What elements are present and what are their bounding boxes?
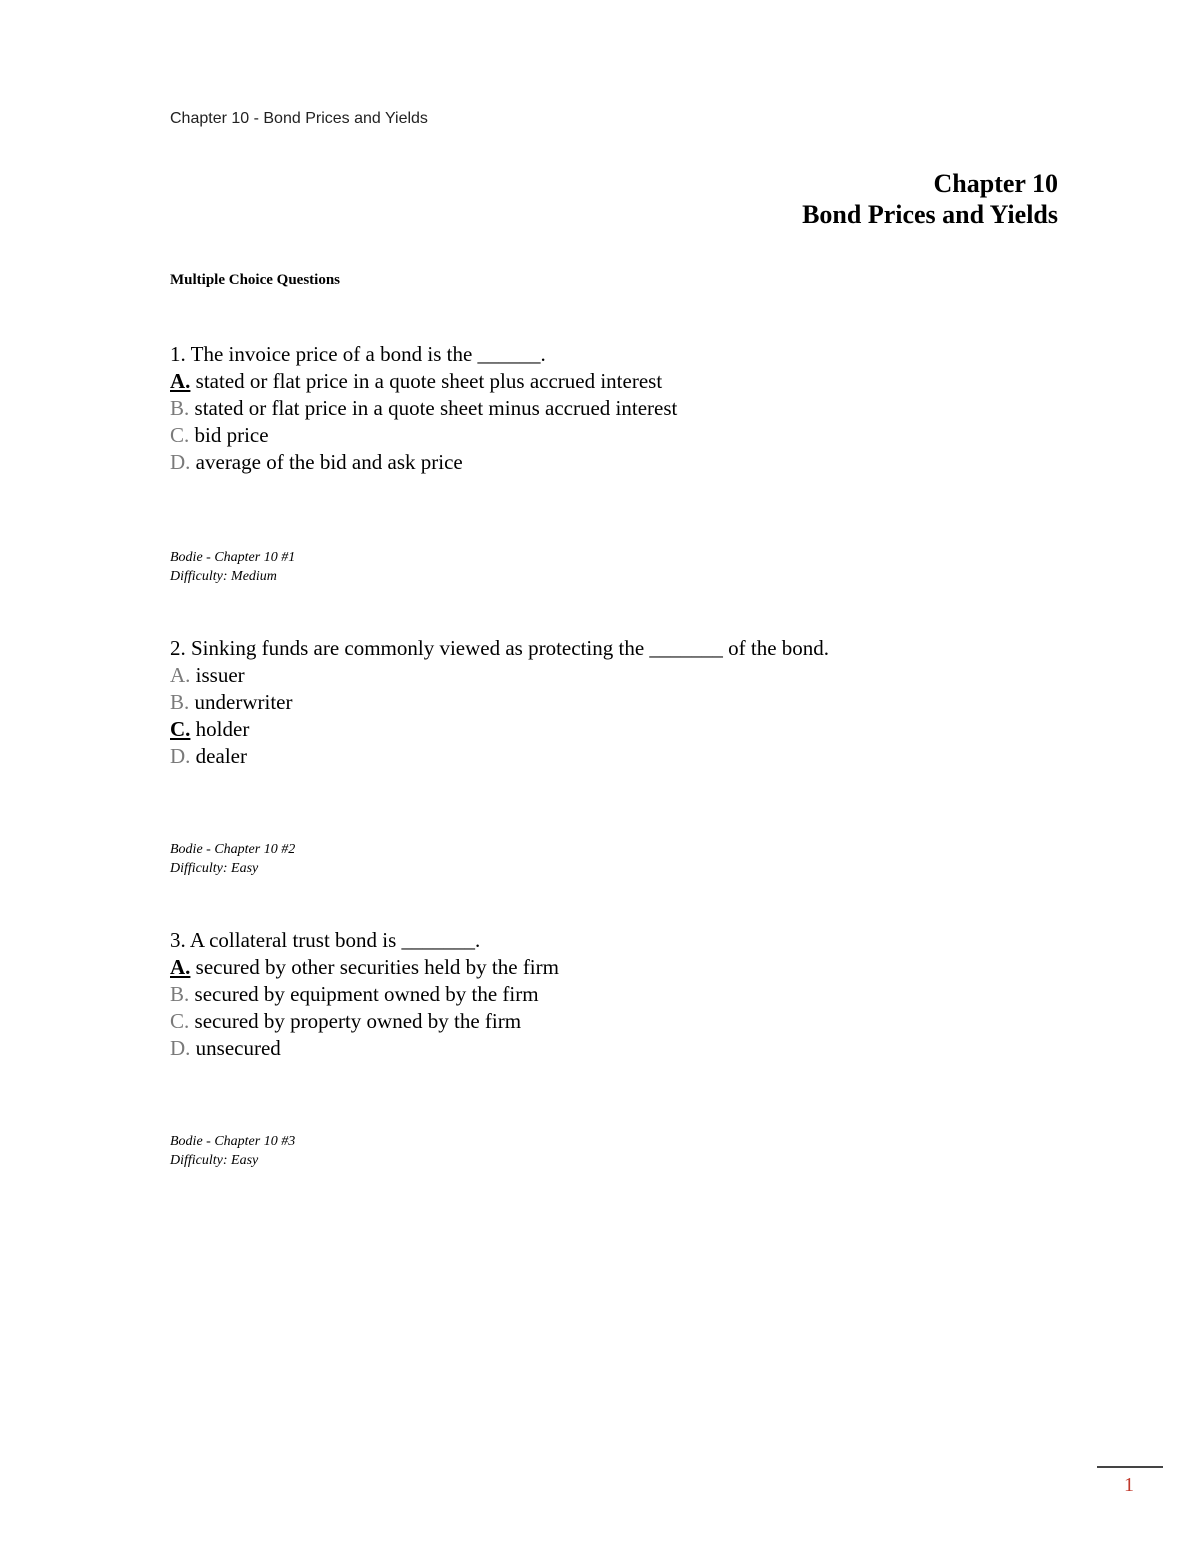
question-source: Bodie - Chapter 10 #3 [170, 1134, 296, 1149]
question-1 [170, 341, 677, 476]
chapter-title-line1: Chapter 10 [933, 169, 1058, 198]
option-letter: A. [170, 663, 191, 687]
option-letter: A. [170, 955, 191, 979]
option-d [170, 449, 677, 476]
option-c [170, 716, 829, 743]
option-a [170, 368, 677, 395]
question-difficulty: Difficulty: Easy [170, 861, 259, 876]
option-text: holder [195, 717, 250, 741]
option-text: secured by equipment owned by the firm [194, 982, 539, 1006]
option-text: underwriter [194, 690, 293, 714]
option-a [170, 662, 829, 689]
question-difficulty: Difficulty: Easy [170, 1153, 259, 1168]
option-d [170, 1035, 559, 1062]
page-number: 1 [1124, 1474, 1134, 1496]
option-text: bid price [194, 423, 269, 447]
option-c [170, 1008, 559, 1035]
option-letter: D. [170, 744, 191, 768]
option-letter: C. [170, 1009, 190, 1033]
question-3-meta [170, 1132, 295, 1170]
option-b [170, 981, 559, 1008]
option-letter: C. [170, 423, 190, 447]
question-3 [170, 927, 559, 1062]
question-stem: 1. The invoice price of a bond is the ______. [170, 342, 546, 366]
option-text: issuer [195, 663, 245, 687]
question-source: Bodie - Chapter 10 #2 [170, 842, 296, 857]
option-letter: A. [170, 369, 191, 393]
option-letter: B. [170, 690, 190, 714]
question-difficulty: Difficulty: Medium [170, 569, 277, 584]
option-text: stated or flat price in a quote sheet minus accrued interest [194, 396, 678, 420]
option-letter: B. [170, 396, 190, 420]
question-1-meta [170, 548, 295, 586]
section-heading: Multiple Choice Questions [170, 272, 341, 288]
option-b [170, 689, 829, 716]
option-text: average of the bid and ask price [195, 450, 463, 474]
question-2 [170, 635, 829, 770]
option-text: unsecured [195, 1036, 281, 1060]
option-text: secured by other securities held by the firm [195, 955, 559, 979]
option-a [170, 954, 559, 981]
option-text: secured by property owned by the firm [194, 1009, 522, 1033]
footer-rule [1097, 1466, 1163, 1468]
option-text: dealer [195, 744, 247, 768]
question-source: Bodie - Chapter 10 #1 [170, 550, 296, 565]
option-text: stated or flat price in a quote sheet plus accrued interest [195, 369, 663, 393]
question-stem: 2. Sinking funds are commonly viewed as protecting the _______ of the bond. [170, 636, 830, 660]
running-header: Chapter 10 - Bond Prices and Yields [170, 110, 428, 127]
option-b [170, 395, 677, 422]
chapter-title-line2: Bond Prices and Yields [802, 200, 1058, 229]
option-letter: C. [170, 717, 191, 741]
chapter-title [802, 168, 1058, 230]
option-d [170, 743, 829, 770]
option-letter: D. [170, 1036, 191, 1060]
question-2-meta [170, 840, 295, 878]
option-c [170, 422, 677, 449]
option-letter: D. [170, 450, 191, 474]
option-letter: B. [170, 982, 190, 1006]
question-stem: 3. A collateral trust bond is _______. [170, 928, 481, 952]
